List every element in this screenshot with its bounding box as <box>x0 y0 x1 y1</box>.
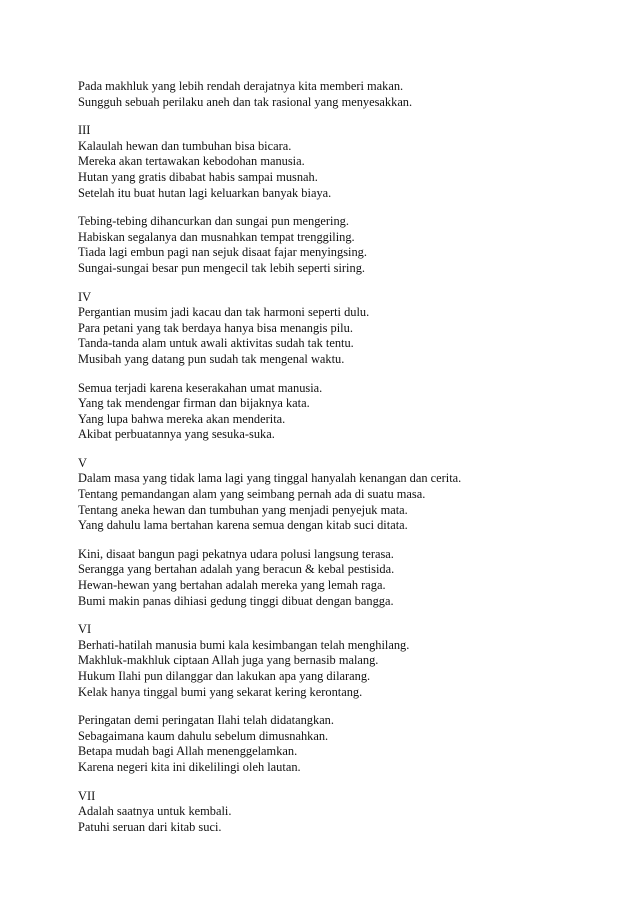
poem-stanza <box>78 123 618 201</box>
poem-line: Musibah yang datang pun sudah tak mengenal waktu. <box>78 351 345 366</box>
poem-line: Semua terjadi karena keserakahan umat manusia. <box>78 380 323 395</box>
poem-line: Hutan yang gratis dibabat habis sampai musnah. <box>78 169 318 184</box>
poem-line: Betapa mudah bagi Allah menenggelamkan. <box>78 744 298 759</box>
poem-line: Sungai-sungai besar pun mengecil tak lebih seperti siring. <box>78 260 365 275</box>
stanza-numeral: VII <box>78 788 96 803</box>
poem-line: Pergantian musim jadi kacau dan tak harmoni seperti dulu. <box>78 305 370 320</box>
poem-line: Habiskan segalanya dan musnahkan tempat trenggiling. <box>78 229 355 244</box>
poem-line: Sungguh sebuah perilaku aneh dan tak rasional yang menyesakkan. <box>78 94 413 109</box>
poem-line: Tanda-tanda alam untuk awali aktivitas sudah tak tentu. <box>78 336 354 351</box>
poem-stanza <box>78 713 618 775</box>
poem-stanza <box>78 381 618 443</box>
poem-stanza <box>78 622 618 700</box>
poem-line: Hewan-hewan yang bertahan adalah mereka yang lemah raga. <box>78 578 386 593</box>
poem-line: Peringatan demi peringatan Ilahi telah didatangkan. <box>78 713 334 728</box>
poem-line: Yang tak mendengar firman dan bijaknya kata. <box>78 396 310 411</box>
poem-stanza <box>78 547 618 609</box>
poem-line: Dalam masa yang tidak lama lagi yang tinggal hanyalah kenangan dan cerita. <box>78 471 462 486</box>
poem-line: Tebing-tebing dihancurkan dan sungai pun mengering. <box>78 214 349 229</box>
poem-line: Kini, disaat bangun pagi pekatnya udara polusi langsung terasa. <box>78 546 394 561</box>
poem-line: Patuhi seruan dari kitab suci. <box>78 819 222 834</box>
poem-line: Tentang pemandangan alam yang seimbang pernah ada di suatu masa. <box>78 487 426 502</box>
stanza-numeral: III <box>78 123 91 138</box>
poem-line: Bumi makin panas dihiasi gedung tinggi dibuat dengan bangga. <box>78 593 394 608</box>
poem-line: Setelah itu buat hutan lagi keluarkan banyak biaya. <box>78 185 332 200</box>
poem-line: Para petani yang tak berdaya hanya bisa menangis pilu. <box>78 320 353 335</box>
poem-line: Tiada lagi embun pagi nan sejuk disaat fajar menyingsing. <box>78 245 367 260</box>
poem-stanza <box>78 214 618 276</box>
poem-line: Mereka akan tertawakan kebodohan manusia. <box>78 154 305 169</box>
poem-stanza <box>78 789 618 836</box>
poem-line: Akibat perbuatannya yang sesuka-suka. <box>78 427 275 442</box>
poem-line: Yang lupa bahwa mereka akan menderita. <box>78 411 286 426</box>
poem-line: Karena negeri kita ini dikelilingi oleh lautan. <box>78 759 301 774</box>
poem-stanza <box>78 456 618 534</box>
poem-stanza <box>78 290 618 368</box>
poem-line: Serangga yang bertahan adalah yang beracun & kebal pestisida. <box>78 562 395 577</box>
poem-line: Adalah saatnya untuk kembali. <box>78 804 232 819</box>
poem-line: Yang dahulu lama bertahan karena semua dengan kitab suci ditata. <box>78 518 408 533</box>
poem-line: Berhati-hatilah manusia bumi kala kesimbangan telah menghilang. <box>78 637 410 652</box>
stanza-numeral: VI <box>78 622 92 637</box>
poem-line: Kelak hanya tinggal bumi yang sekarat kering kerontang. <box>78 684 363 699</box>
poem-line: Pada makhluk yang lebih rendah derajatnya kita memberi makan. <box>78 79 404 93</box>
poem-stanza <box>78 79 618 110</box>
poem-line: Hukum Ilahi pun dilanggar dan lakukan apa yang dilarang. <box>78 669 371 683</box>
poem-line: Kalaulah hewan dan tumbuhan bisa bicara. <box>78 138 292 153</box>
stanza-numeral: V <box>78 455 87 470</box>
document-page <box>78 79 618 848</box>
poem-line: Makhluk-makhluk ciptaan Allah juga yang bernasib malang. <box>78 653 379 668</box>
poem-line: Tentang aneka hewan dan tumbuhan yang menjadi penyejuk mata. <box>78 502 408 517</box>
poem-line: Sebagaimana kaum dahulu sebelum dimusnahkan. <box>78 728 329 743</box>
stanza-numeral: IV <box>78 289 92 304</box>
